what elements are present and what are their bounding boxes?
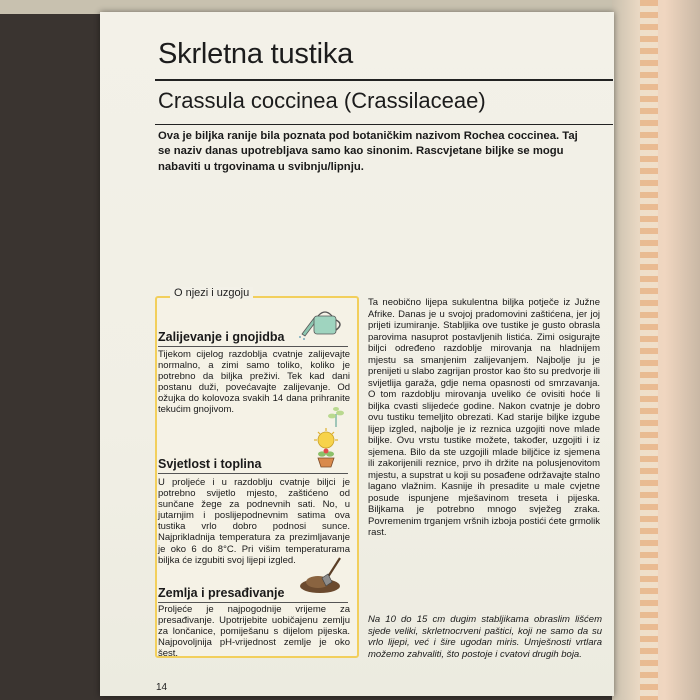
section-underline	[158, 602, 348, 603]
page-title: Skrletna tustika	[158, 38, 354, 70]
sun-plant-icon	[300, 428, 346, 468]
section-title-light: Svjetlost i toplina	[158, 457, 262, 471]
care-box-heading: O njezi i uzgoju	[170, 287, 253, 299]
section-text-light: U proljeće i u razdoblju cvatnje biljci je potrebno svijetlo mjesto, zaštićeno od sunčane žege za podnevnih sati. No, u jutarnjim i poslijepodnevnim satima ova tustika vrlo dobro podnosi sunce. Najprikladnija temperatura za prezimljavanje je oko 6 do 8°C. Pri višim temperaturama biljka će izgubiti svoj lijepi izgled.	[158, 477, 350, 566]
watering-can-icon	[296, 304, 344, 340]
title-rule	[155, 79, 613, 81]
soil-shovel-icon	[296, 554, 346, 594]
page-number: 14	[156, 682, 168, 693]
section-text-soil: Proljeće je najpogodnije vrijeme za presađivanje. Upotrijebite uobičajenu zemlju za lončanice, pomiješanu s dijelom pijeska. Najpovoljnija pH-vrijednost zemlje je oko šest.	[158, 604, 350, 660]
subtitle-rule	[155, 124, 613, 125]
intro-paragraph: Ova je biljka ranije bila poznata pod botaničkim nazivom Rochea coccinea. Taj se naziv danas upotrebljava samo kao sinonim. Rascvjetane biljke se mogu nabaviti u trgovinama u svibnju/lipnju.	[158, 130, 578, 173]
section-title-soil: Zemlja i presađivanje	[158, 586, 285, 600]
leaf-sprig-icon	[326, 406, 346, 428]
page-subtitle: Crassula coccinea (Crassilaceae)	[158, 88, 486, 113]
photo-caption: Na 10 do 15 cm dugim stabljikama obraslim lišćem sjede veliki, skrletnocrveni paštici, koji ne samo da su vrlo lijepi, već i šire ugodan miris. Umješnosti vrtlara možemo zahvaliti, što postoje i cvatovi drugih boja.	[368, 614, 602, 660]
section-underline	[158, 346, 348, 347]
section-underline	[158, 473, 348, 474]
main-body-text: Ta neobično lijepa sukulentna biljka potječe iz Južne Afrike. Danas je u svojoj pradomovini zaštićena, jer joj prijeti izumiranje. Stabljika ove tustike je gusto obrasla parovima nasuprot postavljenih listića. Zimi osigurajte biljci određeno razdoblje mirovanja na hladnijem mjestu sa smanjenim zalijevanjem. Najbolje ju je prenijeti u slabo zagrijan prostor kao što su predvorje ili svijetlija garaža, gdje nema opasnosti od smrzavanja. O tom razdoblju mirovanja uveliko će ovisiti hoće li biljka cvasti slijedeće godine. Nakon cvatnje je dobro ovu tustiku temeljito obrezati. Kad starije biljke izgube lijep izgled, najbolje je iz reznica uzgojiti nove mlade biljke. Ovu vrstu tustike možete, također, uzgojiti i iz sjemena. Bilo da ste uzgojili mlade biljčice iz sjemena ili zakorijenili reznice, prvo ih držite na polusjenovitom mjestu, a supstrat u koji su posađene održavajte stalno lagano vlažnim. Kasnije ih presadite u male cvjetne posude ispunjene mješavinom treseta i pijeska. Biljkama je potrebno mnogo svježeg zraka. Povremenim trganjem vršnih izboja postići ćete grmolik rast.	[368, 297, 600, 538]
book-page	[100, 12, 614, 696]
section-text-watering: Tijekom cijelog razdoblja cvatnje zalijevajte normalno, a zimi samo toliko, koliko je potrebno da biljka preživi. Tek kad dani postanu duži, povećavajte zalijevanje. Od ožujka do kolovoza svakih 14 dana prihranite tekućim gnojivom.	[158, 349, 350, 416]
adjacent-book-edge	[640, 0, 658, 700]
section-title-watering: Zalijevanje i gnojidba	[158, 330, 285, 344]
